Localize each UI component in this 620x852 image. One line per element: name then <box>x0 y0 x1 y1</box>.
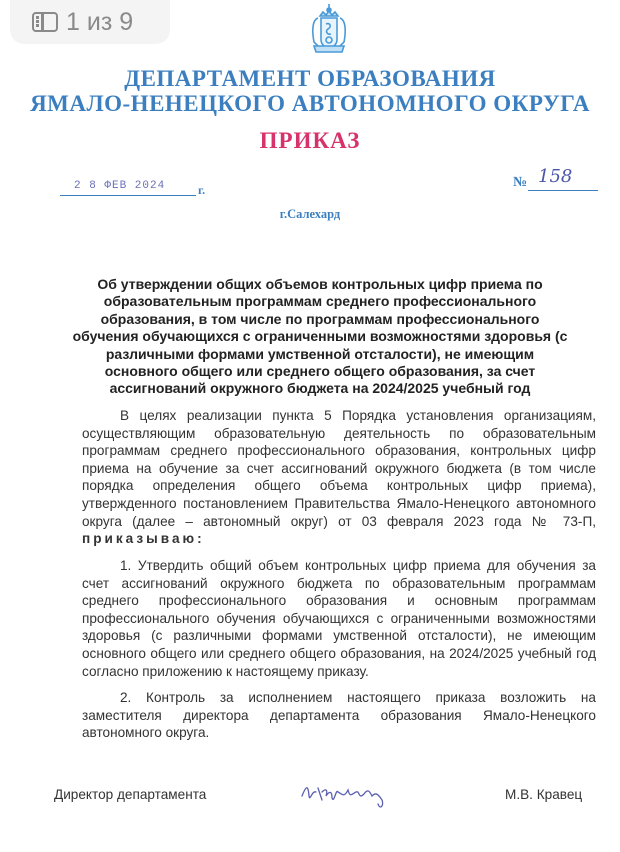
document-title: Об утверждении общих объемов контрольных цифр приема по образовательным программам среднего профессионального образования, в том числе по программам профессионального обучения обучающихся с ограниченными возможностями здоровья (с различными формами умственной отсталости), не имеющим основного общего или среднего общего образования, за счет ассигнований окружного бюджета на 2024/2025 учебный год <box>72 276 568 397</box>
page-counter: 1 из 9 <box>66 7 134 36</box>
page-indicator[interactable] <box>10 0 170 44</box>
date-suffix: г. <box>198 183 206 197</box>
signature-icon <box>298 774 448 814</box>
order-item-2: 2. Контроль за исполнением настоящего приказа возложить на заместителя директора департамента образования Ямало-Ненецкого автономного округа. <box>82 690 596 741</box>
preamble-text: В целях реализации пункта 5 Порядка установления организациям, осуществляющим образовательную деятельность по образовательным программам среднего профессионального образования, контрольных цифр приема на обучение за счет ассигнований окружного бюджета (в том числе порядка определения общего объема контрольных цифр приема), утвержденного постановлением Правительства Ямало-Ненецкого автономного округа (далее – автономный округ) от 03 февраля 2023 года № 73-П, <box>82 408 596 529</box>
sidebar-toggle-icon[interactable] <box>32 12 58 32</box>
order-number-value: 158 <box>538 166 573 187</box>
preamble-paragraph <box>82 407 596 548</box>
document-type: ПРИКАЗ <box>259 128 361 153</box>
signatory-role: Директор департамента <box>54 787 207 802</box>
preamble-command: приказываю: <box>82 531 205 547</box>
order-number-label: № <box>513 175 528 190</box>
department-name-line2: ЯМАЛО-НЕНЕЦКОГО АВТОНОМНОГО ОКРУГА <box>30 91 590 116</box>
department-name-line1: ДЕПАРТАМЕНТ ОБРАЗОВАНИЯ <box>124 66 496 91</box>
order-item-1: 1. Утвердить общий объем контрольных цифр приема для обучения за счет ассигнований окружного бюджета по образовательным программам среднего профессионального образования и основным программам профессионального обучения обучающихся с ограниченными возможностями здоровья (с различными формами умственной отсталости), не имеющим основного общего или среднего общего образования, на 2024/2025 учебный год согласно приложению к настоящему приказу. <box>82 558 596 679</box>
signatory-name: М.В. Кравец <box>505 787 583 802</box>
date-stamp: 2 8 ФЕВ 2024 <box>74 180 166 192</box>
city: г.Салехард <box>279 207 341 221</box>
coat-of-arms-icon <box>306 2 352 56</box>
